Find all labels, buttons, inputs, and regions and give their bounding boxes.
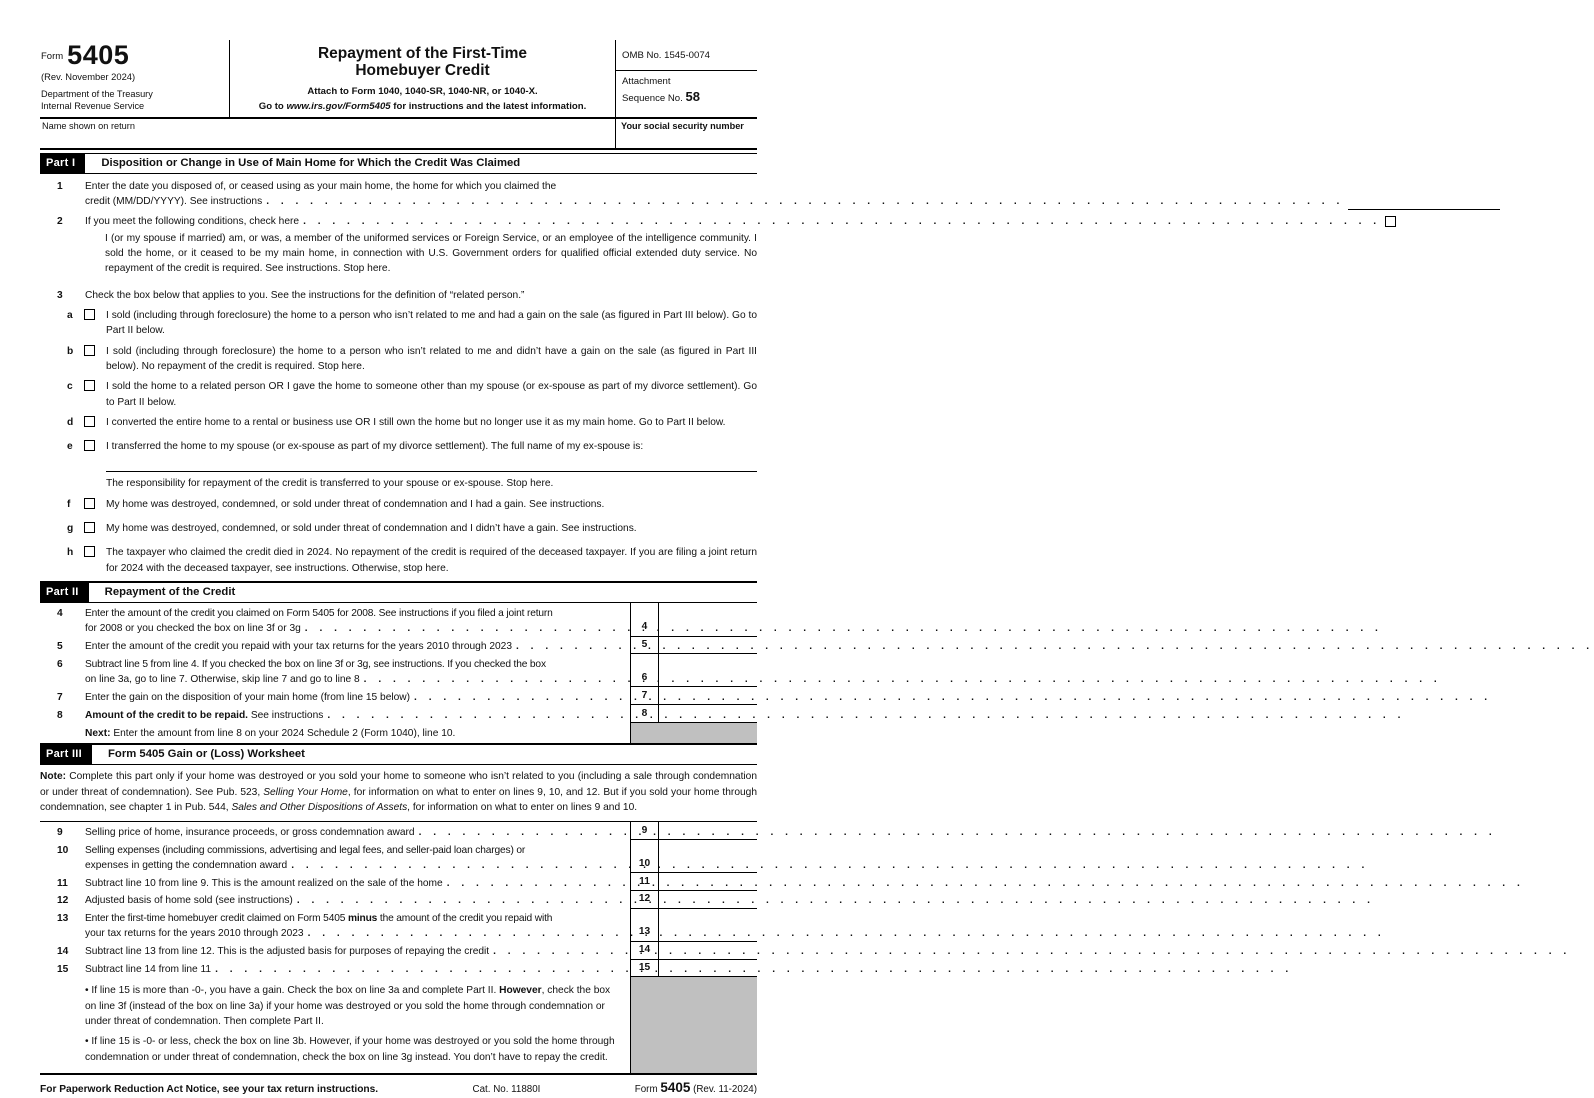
line-3e-note: The responsibility for repayment of the credit is transferred to your spouse or ex-spouse. Stop here.: [106, 478, 554, 490]
amount-entry-7[interactable]: [658, 687, 757, 705]
line-11: [40, 873, 757, 891]
dot-leader: [305, 621, 1383, 636]
bullet-1-pre: • If line 15 is more than -0-, you have a gain. Check the box on line 3a and complete Part II.: [85, 985, 500, 997]
dot-leader: [447, 876, 1525, 891]
note-bold: Note:: [40, 771, 67, 783]
footer-revision: (Rev. 11-2024): [690, 1083, 757, 1095]
note-text-2: , for information on what to enter on lines 9, 10, and 12. But if you sold your home through condemnation, see chapter 1 in Pub. 544,: [40, 786, 757, 813]
part3-note: [40, 765, 757, 821]
line-14-number: 14: [57, 946, 69, 958]
line-3g: [40, 521, 757, 540]
amount-entry-9[interactable]: [658, 822, 757, 840]
omb-number: OMB No. 1545-0074: [616, 40, 757, 71]
ex-spouse-name-input[interactable]: [106, 460, 757, 472]
line-3f-text: My home was destroyed, condemned, or sold under threat of condemnation and I had a gain. See instructions.: [106, 498, 605, 510]
next-text: Enter the amount from line 8 on your 2024 Schedule 2 (Form 1040), line 10.: [110, 727, 456, 739]
attach-instruction: Attach to Form 1040, 1040-SR, 1040-NR, or 1040-X.: [307, 85, 538, 97]
line-6-number: 6: [57, 658, 63, 670]
note-italic-1: Selling Your Home: [263, 786, 348, 798]
line-12-number: 12: [57, 895, 69, 907]
checkbox-3d[interactable]: [84, 416, 95, 427]
part3-title: Form 5405 Gain or (Loss) Worksheet: [108, 748, 305, 761]
line-13-number: 13: [57, 913, 69, 925]
omb-block: [615, 40, 757, 117]
attachment-word: Attachment: [622, 76, 671, 88]
line-6: [40, 654, 757, 687]
dot-leader: [266, 194, 1344, 209]
taxpayer-info-row: [40, 119, 757, 150]
dot-leader: [297, 893, 1375, 908]
line-10-number: 10: [57, 844, 69, 856]
next-bold: Next:: [85, 727, 111, 739]
line-4-text: Enter the amount of the credit you claimed on Form 5405 for 2008. See instructions if you filed a joint return: [85, 607, 553, 619]
line-14: [40, 942, 757, 960]
line-5-number: 5: [57, 641, 63, 653]
name-field[interactable]: [40, 119, 615, 148]
dot-leader: [364, 672, 1442, 687]
part3-header: [40, 743, 757, 766]
line-15: [40, 960, 757, 978]
checkbox-3g[interactable]: [84, 522, 95, 533]
department-label: Department of the Treasury: [41, 89, 153, 100]
line-15-box-number: 15: [630, 960, 658, 978]
part1-label: Part I: [40, 154, 85, 174]
line-5-text: Enter the amount of the credit you repaid with your tax returns for the years 2010 through 2023: [85, 641, 512, 653]
line-2: [40, 214, 757, 284]
shaded-cell: [630, 723, 757, 743]
line-3d-text: I converted the entire home to a rental or business use OR I still own the home but no longer use it as my main home. Go to Part II below.: [106, 416, 726, 428]
line-3a: [40, 308, 757, 339]
form-revision: (Rev. November 2024): [41, 70, 136, 82]
line-3b: [40, 344, 757, 375]
footer-form-word: Form: [634, 1083, 661, 1095]
next-instruction: [85, 723, 630, 743]
line-8-bold: Amount of the credit to be repaid.: [85, 709, 249, 721]
amount-entry-13[interactable]: [658, 909, 757, 942]
dot-leader: [308, 926, 1386, 941]
goto-instruction: [240, 100, 605, 114]
line-15-number: 15: [57, 964, 69, 976]
footer-form-id: [635, 1078, 757, 1098]
line-11-box-number: 11: [630, 873, 658, 891]
line-3b-letter: b: [67, 345, 74, 357]
goto-pre: Go to: [258, 101, 287, 113]
line-3: [40, 288, 757, 303]
form-word: Form: [41, 50, 64, 62]
amount-entry-5[interactable]: [658, 637, 757, 655]
note-text-1: Complete this part only if your home was destroyed or you sold your home to someone who isn’t related to you (including a sale through condemnation or under threat of condemnation). See Pub. 523,: [40, 771, 757, 798]
form-header: [40, 40, 757, 119]
line-15-instructions: [40, 977, 757, 1072]
line-2-paragraph: I (or my spouse if married) am, or was, a member of the uniformed services or Foreign Service, or an employee of the intelligence community. I sold the home, or it ceased to be my main home, in connection with U.S. Government orders for qualified official extended duty service. No repayment of the credit is required. See instructions. Stop here.: [105, 232, 757, 275]
line-13-text: [85, 911, 627, 926]
line-4: [40, 603, 757, 636]
part3-label: Part III: [40, 745, 92, 765]
line-11-number: 11: [57, 877, 68, 889]
line-8-box-number: 8: [630, 705, 658, 723]
irs-url: www.irs.gov/Form5405: [286, 101, 391, 113]
checkbox-3c[interactable]: [84, 380, 95, 391]
line-3e-letter: e: [67, 441, 73, 453]
line-7: [40, 687, 757, 705]
line-3f-letter: f: [67, 498, 71, 510]
shaded-block: [630, 977, 757, 1072]
line-5-box-number: 5: [630, 637, 658, 655]
line-3a-text: I sold (including through foreclosure) the home to a person who isn’t related to me and had a gain on the sale (as figured in Part III below). Go to Part II below.: [106, 310, 757, 337]
line-3f: [40, 497, 757, 516]
dot-leader: [419, 825, 1497, 840]
checkbox-3b[interactable]: [84, 345, 95, 356]
line-3h-letter: h: [67, 547, 74, 559]
line-3g-letter: g: [67, 523, 74, 535]
checkbox-3f[interactable]: [84, 498, 95, 509]
part2-title: Repayment of the Credit: [104, 586, 236, 599]
line-13-bold: minus: [347, 913, 378, 925]
line-8-rest: See instructions: [248, 709, 324, 721]
next-row: [40, 723, 757, 743]
goto-post: for instructions and the latest information.: [390, 101, 587, 113]
line-15-text: Subtract line 14 from line 11: [85, 964, 212, 976]
form-title-block: [230, 40, 615, 117]
line-4-number: 4: [57, 607, 63, 619]
line-10-text-cont: expenses in getting the condemnation award: [85, 859, 288, 871]
line-12: [40, 891, 757, 909]
line-7-text: Enter the gain on the disposition of your main home (from line 15 below): [85, 691, 411, 703]
line-12-text: Adjusted basis of home sold (see instructions): [85, 895, 293, 907]
line-6-text: Subtract line 5 from line 4. If you checked the box on line 3f or 3g, see instructions. If you checked the box: [85, 658, 546, 670]
line-14-box-number: 14: [630, 942, 658, 960]
line-2-text: If you meet the following conditions, check here: [85, 215, 300, 227]
amount-entry-14[interactable]: [658, 942, 757, 960]
dot-leader: [291, 858, 1369, 873]
line-3e-text: I transferred the home to my spouse (or ex-spouse as part of my divorce settlement). The full name of my ex-spouse is:: [106, 441, 644, 453]
name-label: Name shown on return: [42, 120, 135, 131]
sequence-label: Sequence No.: [622, 92, 686, 104]
line-3d-letter: d: [67, 416, 74, 428]
catalog-number: Cat. No. 11880I: [472, 1083, 541, 1095]
part2-label: Part II: [40, 583, 89, 603]
line-9-number: 9: [57, 826, 63, 838]
line-10-text: Selling expenses (including commissions, advertising and legal fees, and seller-paid loan charges) or: [85, 844, 526, 856]
part1-header: [40, 153, 757, 175]
line-13-pre: Enter the first-time homebuyer credit claimed on Form 5405: [85, 913, 348, 925]
line-3-number: 3: [57, 289, 63, 301]
line-9: [40, 822, 757, 840]
line-14-text: Subtract line 13 from line 12. This is the adjusted basis for purposes of repaying the credit: [85, 946, 490, 958]
line-10: [40, 840, 757, 873]
line-1-text: Enter the date you disposed of, or ceased using as your main home, the home for which you claimed the: [85, 181, 557, 192]
line-13-text-cont: your tax returns for the years 2010 through 2023: [85, 928, 304, 940]
checkbox-3a[interactable]: [84, 309, 95, 320]
dot-leader: [414, 690, 1492, 705]
line-13-post: the amount of the credit you repaid with: [377, 913, 553, 925]
ssn-label: Your social security number: [621, 120, 744, 131]
bullet-1-bold: However: [499, 985, 542, 997]
line-3c-text: I sold the home to a related person OR I gave the home to someone other than my spouse (or ex-spouse as part of my divorce settlement). Go to Part II below.: [106, 381, 757, 408]
line-3c-letter: c: [67, 381, 73, 393]
line-3-text: Check the box below that applies to you. See the instructions for the definition of “related person.”: [85, 289, 525, 301]
line-3e: [40, 439, 757, 458]
amount-entry-11[interactable]: [658, 873, 757, 891]
note-italic-2: Sales and Other Dispositions of Assets: [231, 801, 408, 813]
line-13-box-number: 13: [630, 909, 658, 942]
line-3c: [40, 379, 757, 410]
part1-title: Disposition or Change in Use of Main Home for Which the Credit Was Claimed: [101, 156, 521, 169]
amount-entry-4[interactable]: [658, 603, 757, 636]
line-1-text-cont: credit (MM/DD/YYYY). See instructions: [85, 196, 263, 208]
line-3d: [40, 415, 757, 434]
line-9-text: Selling price of home, insurance proceeds, or gross condemnation award: [85, 826, 415, 838]
amount-entry-12[interactable]: [658, 891, 757, 909]
line-2-number: 2: [57, 215, 63, 227]
amount-entry-15[interactable]: [658, 960, 757, 978]
line-11-text: Subtract line 10 from line 9. This is the amount realized on the sale of the home: [85, 877, 443, 889]
dot-leader: [327, 708, 1405, 723]
amount-entry-6[interactable]: [658, 654, 757, 687]
attachment-sequence: [616, 71, 757, 108]
form-footer: [40, 1073, 757, 1098]
form-title: [240, 45, 605, 80]
amount-entry-10[interactable]: [658, 840, 757, 873]
line-8-number: 8: [57, 709, 63, 721]
line-13: [40, 909, 757, 942]
dot-leader: [303, 214, 1381, 229]
form-title-line1: Repayment of the First-Time: [317, 45, 527, 62]
line-3g-text: My home was destroyed, condemned, or sold under threat of condemnation and I didn’t have a gain. See instructions.: [106, 523, 637, 535]
line-3a-letter: a: [67, 310, 73, 322]
line-3h: [40, 545, 757, 576]
form-id-block: [40, 40, 230, 117]
sequence-number: 58: [685, 88, 700, 104]
line-1-number: 1: [57, 181, 63, 192]
ssn-field[interactable]: [615, 119, 757, 148]
form-title-line2: Homebuyer Credit: [355, 62, 490, 80]
line-10-box-number: 10: [630, 840, 658, 873]
line-3h-text: The taxpayer who claimed the credit died in 2024. No repayment of the credit is required of the deceased taxpayer. If you are filing a joint return for 2024 with the deceased taxpayer, see instructions. Otherwise, stop here.: [106, 547, 757, 574]
checkbox-line2[interactable]: [1385, 216, 1396, 227]
line-7-number: 7: [57, 691, 63, 703]
agency-label: Internal Revenue Service: [41, 100, 145, 111]
date-disposed-input[interactable]: [1348, 197, 1500, 210]
form-number: 5405: [67, 40, 130, 70]
line-8-text: [85, 708, 323, 723]
bullet-1-post: , check the box on line 3f (instead of the box on line 3a) if your home was destroyed or you sold the home through condemnation or under threat of condemnation. Then complete Part II.: [85, 985, 611, 1027]
checkbox-3e[interactable]: [84, 440, 95, 451]
line-4-text-cont: for 2008 or you checked the box on line 3f or 3g: [85, 623, 301, 635]
checkbox-3h[interactable]: [84, 546, 95, 557]
amount-entry-8[interactable]: [658, 705, 757, 723]
paperwork-notice: For Paperwork Reduction Act Notice, see your tax return instructions.: [40, 1083, 379, 1095]
bullet-2: • If line 15 is -0- or less, check the box on line 3b. However, if your home was destroyed or you sold the home through condemnation or under threat of condemnation, check the box on line 3g instead. You don’t have to repay the credit.: [85, 1036, 615, 1063]
line-9-box-number: 9: [630, 822, 658, 840]
note-text-3: , for information on what to enter on lines 9 and 10.: [407, 801, 638, 813]
line-8: [40, 705, 757, 723]
bullet-1: [85, 983, 624, 1029]
line-4-box-number: 4: [630, 603, 658, 636]
line-6-text-cont: on line 3a, go to line 7. Otherwise, skip line 7 and go to line 8: [85, 674, 360, 686]
line-6-box-number: 6: [630, 654, 658, 687]
line-3b-text: I sold (including through foreclosure) the home to a person who isn’t related to me and didn’t have a gain on the sale (as figured in Part III below). No repayment of the credit is required. Stop here.: [106, 345, 757, 372]
footer-form-number: 5405: [660, 1079, 691, 1095]
line-12-box-number: 12: [630, 891, 658, 909]
part2-header: [40, 581, 757, 604]
line-1: [40, 179, 757, 210]
line-5: [40, 637, 757, 655]
line-7-box-number: 7: [630, 687, 658, 705]
